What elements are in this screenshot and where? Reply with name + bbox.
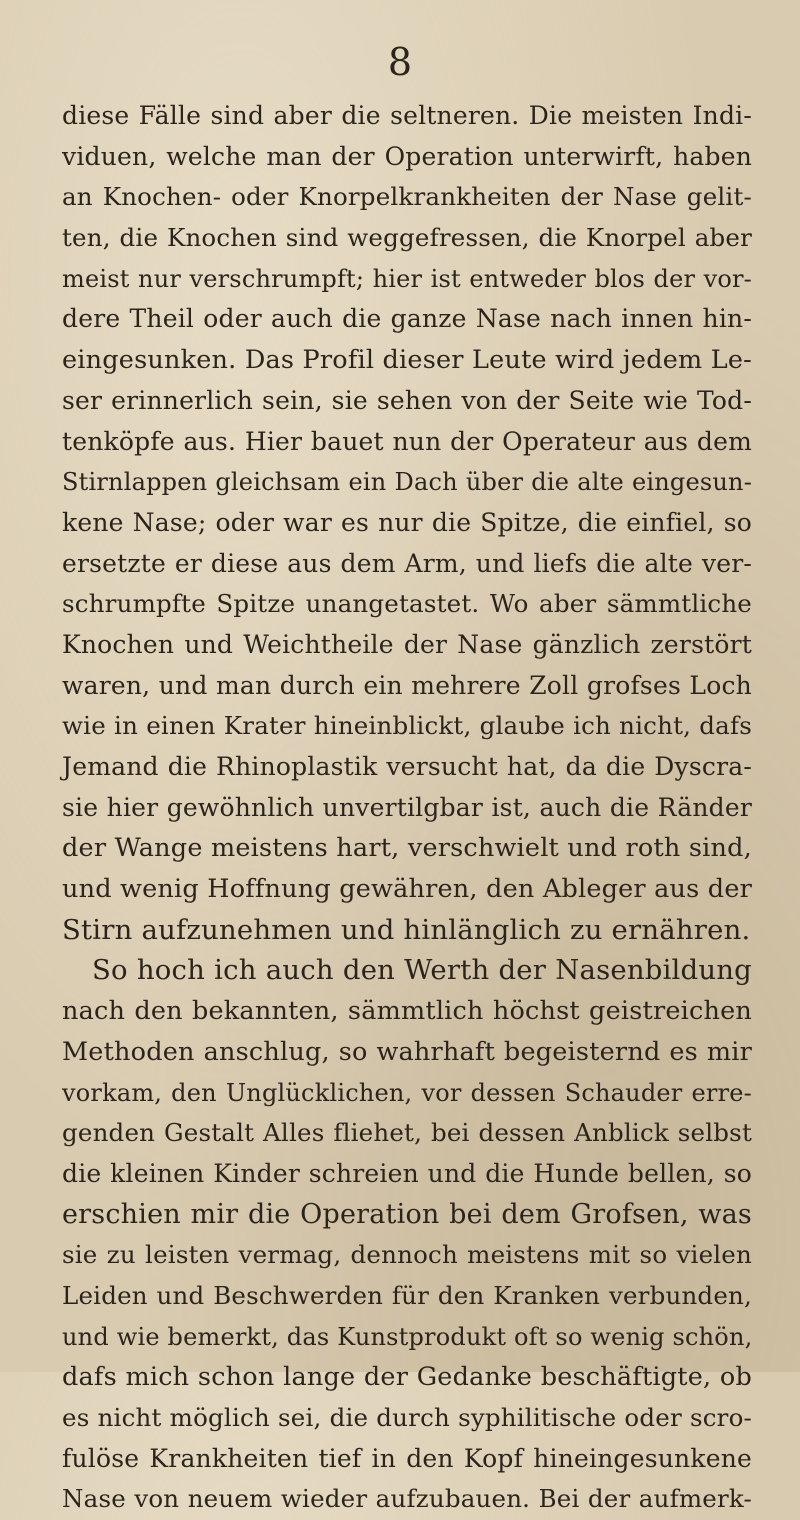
- text-line: sie zu leisten vermag, dennoch meistens mit so vielen: [62, 1240, 752, 1270]
- text-line: fulöse Krankheiten tief in den Kopf hineingesunkene: [62, 1443, 752, 1473]
- text-line: Jemand die Rhinoplastik versucht hat, da die Dyscra-: [62, 752, 752, 781]
- text-line: nach den bekannten, sämmtlich höchst geistreichen: [62, 996, 752, 1027]
- text-line: Methoden anschlug, so wahrhaft begeisternd es mir: [62, 1036, 752, 1067]
- text-line: erschien mir die Operation bei dem Grofsen, was: [62, 1198, 752, 1230]
- text-line: sie hier gewöhnlich unvertilgbar ist, auch die Ränder: [62, 792, 752, 822]
- text-line: genden Gestalt Alles fliehet, bei dessen Anblick selbst: [62, 1118, 752, 1148]
- body-text: [62, 96, 752, 1520]
- page-number: 8: [387, 40, 413, 84]
- text-line: vorkam, den Unglücklichen, vor dessen Schauder erre-: [62, 1078, 752, 1107]
- text-line: Knochen und Weichtheile der Nase gänzlich zerstört: [62, 629, 752, 659]
- text-line: viduen, welche man der Operation unterwirft, haben: [62, 141, 752, 171]
- text-line: an Knochen- oder Knorpelkrankheiten der Nase gelit-: [62, 182, 752, 212]
- text-line: eingesunken. Das Profil dieser Leute wird jedem Le-: [62, 345, 752, 376]
- text-line: dafs mich schon lange der Gedanke beschäftigte, ob: [62, 1362, 752, 1393]
- text-line: kene Nase; oder war es nur die Spitze, die einfiel, so: [62, 507, 752, 537]
- text-line: und wenig Hoffnung gewähren, den Ableger aus der: [62, 874, 752, 905]
- text-line: diese Fälle sind aber die seltneren. Die meisten Indi-: [62, 101, 752, 130]
- text-line: und wie bemerkt, das Kunstprodukt oft so wenig schön,: [62, 1322, 753, 1351]
- text-line: dere Theil oder auch die ganze Nase nach innen hin-: [62, 304, 752, 334]
- text-line: der Wange meistens hart, verschwielt und roth sind,: [62, 833, 752, 864]
- text-line: ser erinnerlich sein, sie sehen von der Seite wie Tod-: [62, 385, 752, 415]
- paragraph-start-line: So hoch ich auch den Werth der Nasenbildung: [92, 954, 752, 987]
- text-line: wie in einen Krater hineinblickt, glaube ich nicht, dafs: [62, 711, 752, 741]
- text-line: es nicht möglich sei, die durch syphilitische oder scro-: [62, 1403, 752, 1432]
- text-line: waren, und man durch ein mehrere Zoll grofses Loch: [62, 670, 752, 700]
- text-line: meist nur verschrumpft; hier ist entweder blos der vor-: [62, 264, 752, 293]
- text-line: schrumpfte Spitze unangetastet. Wo aber sämmtliche: [62, 589, 752, 619]
- text-line: Nase von neuem wieder aufzubauen. Bei der aufmerk-: [62, 1484, 752, 1514]
- text-line: Stirnlappen gleichsam ein Dach über die alte eingesun-: [62, 468, 752, 497]
- text-line: tenköpfe aus. Hier bauet nun der Operateur aus dem: [62, 426, 752, 456]
- text-line: Leiden und Beschwerden für den Kranken verbunden,: [62, 1280, 752, 1310]
- text-line: die kleinen Kinder schreien und die Hunde bellen, so: [62, 1158, 752, 1188]
- text-line: ten, die Knochen sind weggefressen, die Knorpel aber: [62, 223, 752, 253]
- paragraph-end-line: Stirn aufzunehmen und hinlänglich zu ernähren.: [62, 913, 751, 946]
- text-line: ersetzte er diese aus dem Arm, und liefs die alte ver-: [62, 548, 752, 578]
